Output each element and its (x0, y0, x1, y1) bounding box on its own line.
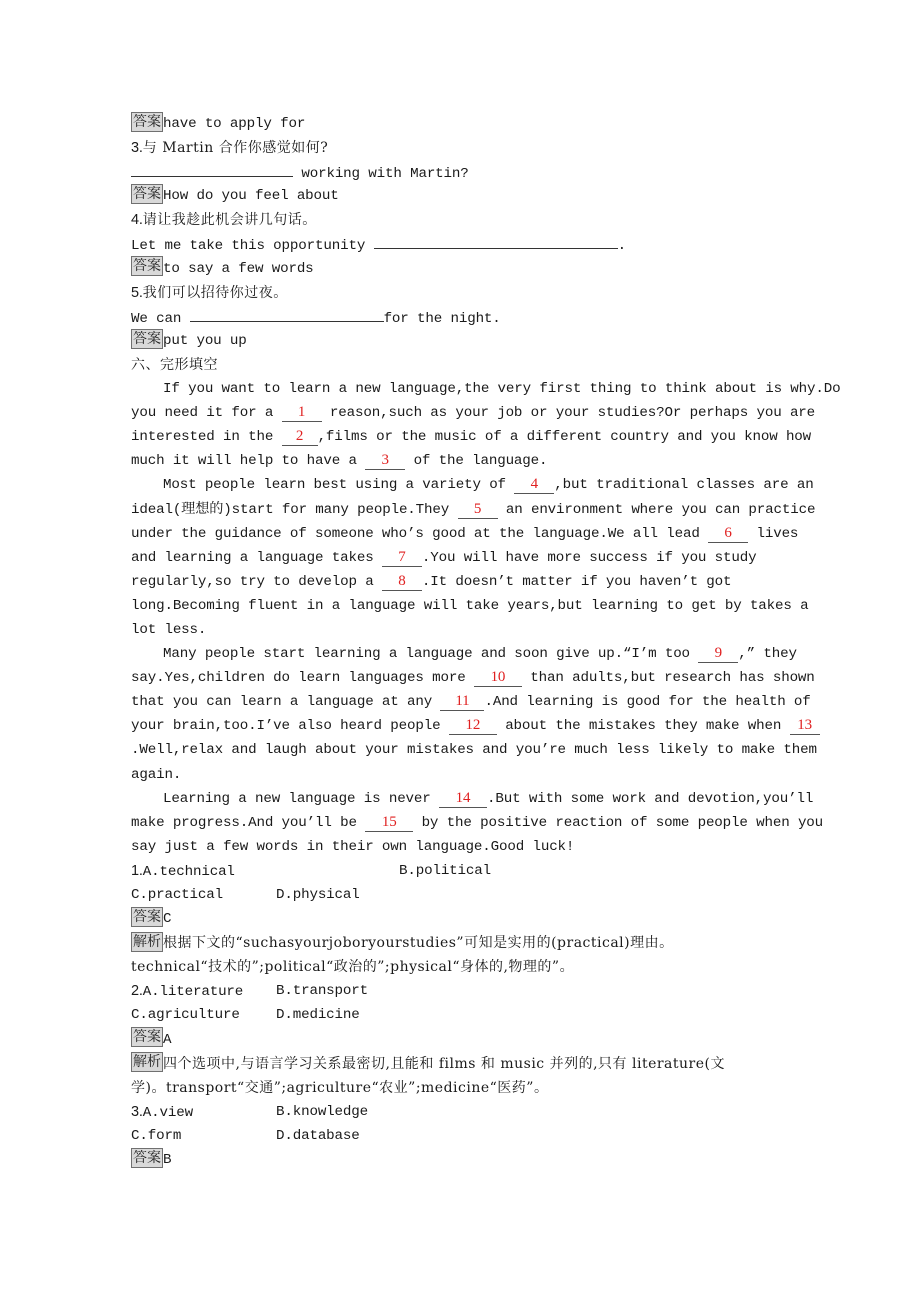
answer-badge: 答案 (133, 1149, 161, 1166)
paragraph-line (131, 811, 824, 835)
text: about the mistakes they make when (496, 718, 790, 735)
text: .And learning is good for the health of (484, 694, 811, 711)
sentence-text: for the night. (383, 310, 501, 327)
text: Many people start learning a language and soon give up.“I’m too (163, 646, 699, 663)
option-d: D.database (276, 1127, 360, 1144)
paragraph-line (131, 642, 811, 666)
answer-badge: 答案 (133, 1029, 161, 1046)
question-q4 (131, 208, 811, 232)
paragraph-line (131, 546, 811, 570)
paragraph-line (131, 401, 816, 425)
paragraph-line: .Well,relax and laugh about your mistakes and you’re much less likely to make them (131, 742, 817, 759)
cloze-paragraph-4 (131, 787, 824, 859)
options-row (131, 979, 811, 1003)
analysis-text: technical“技术的”;political“政治的”;physical“身体的,物理的”。 (131, 959, 575, 976)
text: .But with some work and devotion,you’ll (487, 790, 814, 807)
text: reason,such as your job or your studies?Or perhaps you are (321, 405, 816, 422)
answer-text: A (163, 1031, 172, 1048)
paragraph-line (131, 690, 811, 714)
paragraph-line: again. (131, 766, 182, 783)
text: you need it for a (131, 405, 282, 422)
answer-text: have to apply for (163, 116, 306, 132)
option-d: D.medicine (276, 1007, 360, 1024)
question-number: 3. (131, 140, 143, 157)
text: an environment where you can practice (497, 501, 816, 518)
analysis-text: 四个选项中,与语言学习关系最密切,且能和 films 和 music 并列的,只有 literature(文 (163, 1055, 725, 1072)
text: lives (748, 525, 799, 542)
option-c: C.form (131, 1127, 182, 1144)
text: make progress.And you’ll be (131, 814, 366, 831)
question-prompt: 请让我趁此机会讲几句话。 (142, 212, 317, 229)
question-q5 (131, 281, 811, 305)
question-q3-sentence (131, 160, 811, 184)
question-number: 2. (131, 983, 143, 1000)
analysis-line (131, 931, 811, 955)
answer-badge: 答案 (133, 186, 161, 203)
analysis-badge: 解析 (133, 933, 161, 950)
answer-line-q5 (131, 329, 811, 353)
paragraph-line: lot less. (131, 621, 207, 638)
text: .You will have more success if you study (421, 549, 757, 566)
answer-text: B (163, 1152, 172, 1169)
text: your brain,too.I’ve also heard people (131, 718, 449, 735)
answer-text: to say a few words (163, 260, 314, 277)
text: by the positive reaction of some people when you (413, 814, 824, 831)
options-row (131, 883, 811, 907)
answer-line (131, 907, 811, 931)
sentence-text: We can (131, 310, 190, 327)
question-number: 4. (131, 212, 143, 229)
cloze-blank-3: 3 (365, 451, 405, 470)
options-row (131, 1100, 811, 1124)
text: ,films or the music of a different country and you know how (317, 429, 812, 446)
question-q4-sentence (131, 232, 811, 256)
text: ,but traditional classes are an (554, 477, 814, 494)
option-a: A.technical (142, 863, 235, 880)
paragraph-line (131, 449, 811, 473)
text: much it will help to have a (131, 453, 366, 470)
text: Learning a new language is never (163, 790, 440, 807)
paragraph-line: say just a few words in their own language.Good luck! (131, 838, 575, 855)
question-number: 5. (131, 284, 143, 301)
cloze-paragraph-1 (131, 377, 841, 473)
text: interested in the (131, 429, 282, 446)
paragraph-line: long.Becoming fluent in a language will take years,but learning to get by takes a (131, 597, 809, 614)
answer-line-q3 (131, 184, 811, 208)
cloze-blank-6: 6 (708, 524, 748, 543)
option-b: B.political (399, 862, 492, 879)
question-1 (131, 859, 811, 979)
cloze-blank-5: 5 (458, 500, 498, 519)
cloze-blank-11: 11 (440, 692, 484, 711)
text: of the language. (405, 453, 548, 470)
question-q5-sentence (131, 305, 811, 329)
cloze-blank-10: 10 (474, 668, 522, 687)
option-a: A.literature (142, 984, 244, 1001)
question-q3 (131, 136, 811, 160)
option-c: C.agriculture (131, 1007, 240, 1024)
cloze-paragraph-3 (131, 642, 817, 787)
text: ,” they (738, 646, 797, 663)
paragraph-line (131, 522, 811, 546)
cloze-blank-14: 14 (439, 789, 487, 808)
answer-line (131, 1028, 811, 1052)
text: regularly,so try to develop a (131, 573, 382, 590)
text: say.Yes,children do learn languages more (131, 670, 474, 687)
paragraph-line (131, 666, 815, 690)
section-title: 六、完形填空 (131, 356, 218, 373)
sentence-text: Let me take this opportunity (131, 238, 374, 255)
answer-badge: 答案 (133, 113, 161, 130)
cloze-blank-12: 12 (449, 716, 497, 735)
answer-blank (131, 160, 293, 177)
exercise-page (131, 112, 841, 1172)
options-row (131, 859, 811, 883)
answer-line (131, 1148, 811, 1172)
analysis-text: 学)。transport“交通”;agriculture“农业”;medicine“医药”。 (131, 1079, 549, 1096)
question-number: 3. (131, 1103, 143, 1120)
answer-text: put you up (163, 332, 247, 349)
answer-badge: 答案 (133, 258, 161, 275)
sentence-text: working with Martin? (293, 166, 469, 183)
option-b: B.knowledge (276, 1103, 369, 1120)
text: that you can learn a language at any (131, 694, 441, 711)
paragraph-line (131, 425, 811, 449)
cloze-paragraph-2 (131, 473, 816, 642)
answer-blank (374, 232, 618, 249)
answer-line-q2 (131, 112, 811, 136)
answer-text: How do you feel about (163, 188, 339, 205)
paragraph-line (131, 787, 814, 811)
paragraph-line: If you want to learn a new language,the very first thing to think about is why.Do (163, 381, 841, 398)
question-2 (131, 979, 811, 1099)
answer-line-q4 (131, 257, 811, 281)
text: under the guidance of someone who’s good at the language.We all lead (131, 525, 709, 542)
option-d: D.physical (276, 887, 360, 903)
answer-badge: 答案 (133, 330, 161, 347)
analysis-line (131, 1052, 811, 1076)
options-row (131, 1124, 811, 1148)
options-row (131, 1003, 811, 1027)
option-c: C.practical (131, 887, 224, 903)
sentence-text: . (617, 238, 626, 255)
option-b: B.transport (276, 983, 369, 1000)
cloze-blank-1: 1 (282, 403, 322, 422)
text: than adults,but research has shown (521, 670, 815, 687)
cloze-blank-13: 13 (790, 716, 820, 735)
paragraph-line (131, 714, 811, 738)
text: and learning a language takes (131, 549, 382, 566)
analysis-text: 根据下文的“suchasyourjoboryourstudies”可知是实用的(practical)理由。 (163, 935, 674, 952)
question-number: 1. (131, 862, 143, 879)
answer-badge: 答案 (133, 908, 161, 925)
question-prompt: 与 Martin 合作你感觉如何? (142, 140, 329, 157)
cloze-blank-15: 15 (365, 813, 413, 832)
answer-text: C (163, 911, 172, 928)
paragraph-line (131, 498, 816, 522)
text: Most people learn best using a variety of (163, 477, 515, 494)
cloze-blank-4: 4 (514, 475, 554, 494)
cloze-blank-8: 8 (382, 572, 422, 591)
cloze-blank-7: 7 (382, 548, 422, 567)
question-prompt: 我们可以招待你过夜。 (142, 284, 288, 301)
option-a: A.view (142, 1104, 193, 1121)
text: .It doesn’t matter if you haven’t got (421, 573, 732, 590)
cloze-blank-9: 9 (698, 644, 738, 663)
cloze-blank-2: 2 (282, 427, 318, 446)
question-3 (131, 1100, 811, 1172)
paragraph-line (131, 473, 814, 497)
analysis-badge: 解析 (133, 1054, 161, 1071)
paragraph-line (131, 570, 811, 594)
answer-blank (190, 305, 384, 322)
text: ideal(理想的)start for many people.They (131, 501, 458, 518)
